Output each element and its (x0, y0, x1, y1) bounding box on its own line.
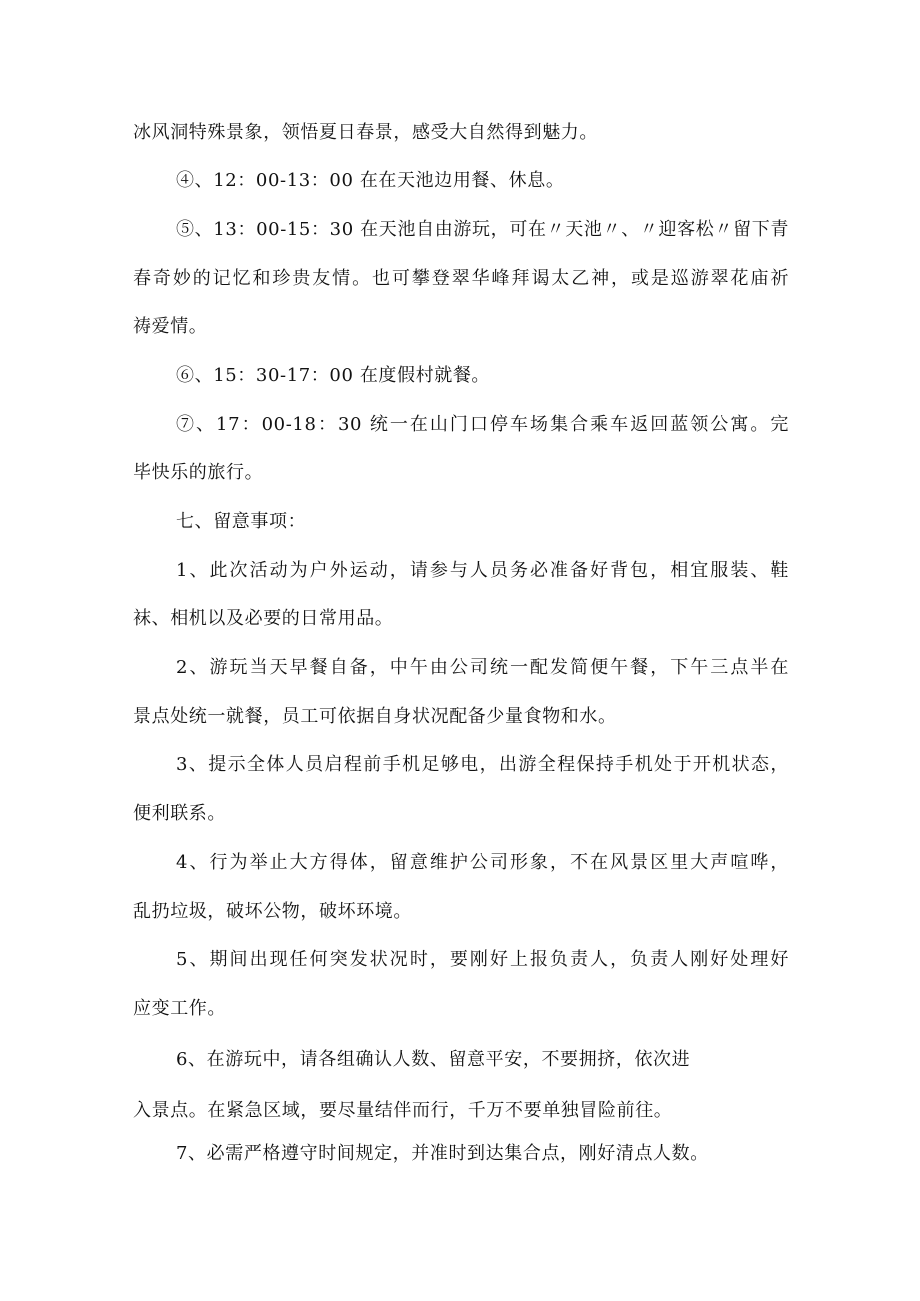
note-item-6: 6、在游玩中，请各组确认人数、留意平安，不要拥挤，依次进 (176, 1049, 691, 1070)
paragraph-line: 祷爱情。 (133, 316, 208, 337)
section-heading: 七、留意事项： (176, 511, 307, 532)
note-item-1: 1、此次活动为户外运动，请参与人员务必准备好背包，相宜服装、鞋 (176, 560, 789, 581)
paragraph-line: 入景点。在紧急区域，要尽量结伴而行，千万不要单独冒险前往。 (133, 1100, 673, 1121)
note-item-2: 2、游玩当天早餐自备，中午由公司统一配发简便午餐，下午三点半在 (176, 657, 789, 678)
paragraph-line: 毕快乐的旅行。 (133, 462, 264, 483)
note-item-5: 5、期间出现任何突发状况时，要刚好上报负责人，负责人刚好处理好 (176, 949, 789, 970)
note-item-4: 4、行为举止大方得体，留意维护公司形象，不在风景区里大声喧哗， (176, 852, 789, 873)
paragraph-line: 景点处统一就餐，员工可依据自身状况配备少量食物和水。 (133, 706, 617, 727)
schedule-item-5: ⑤、13：00-15：30 在天池自由游玩，可在〃天池〃、〃迎客松〃留下青 (176, 219, 789, 240)
paragraph-line: 乱扔垃圾，破坏公物，破坏环境。 (133, 901, 412, 922)
paragraph-line: 便利联系。 (133, 803, 226, 824)
paragraph-line: 春奇妙的记忆和珍贵友情。也可攀登翠华峰拜谒太乙神，或是巡游翠花庙祈 (133, 268, 789, 289)
schedule-item-7: ⑦、17：00-18：30 统一在山门口停车场集合乘车返回蓝领公寓。完 (176, 414, 789, 435)
paragraph-line: 应变工作。 (133, 998, 226, 1019)
paragraph-line: 冰风洞特殊景象，领悟夏日春景，感受大自然得到魅力。 (133, 122, 598, 143)
paragraph-line: 袜、相机以及必要的日常用品。 (133, 608, 394, 629)
schedule-item-4: ④、12：00-13：00 在在天池边用餐、休息。 (176, 170, 565, 191)
note-item-3: 3、提示全体人员启程前手机足够电，出游全程保持手机处于开机状态， (176, 754, 789, 775)
note-item-7: 7、必需严格遵守时间规定，并准时到达集合点，刚好清点人数。 (176, 1143, 709, 1164)
schedule-item-6: ⑥、15：30-17：00 在度假村就餐。 (176, 365, 491, 386)
